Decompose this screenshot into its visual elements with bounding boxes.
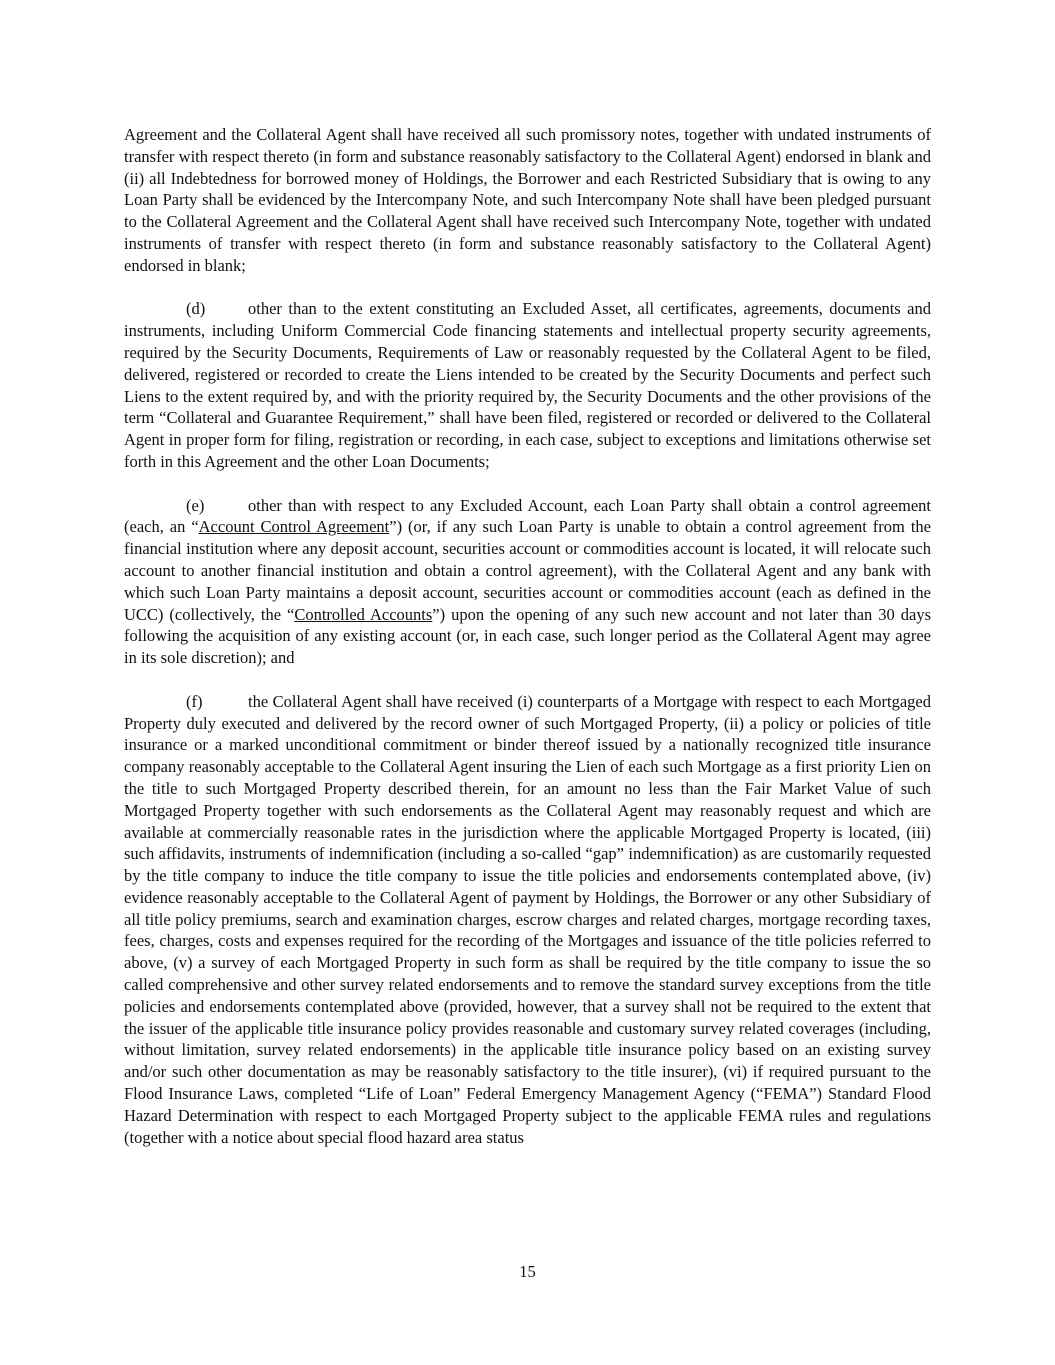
paragraph-e-marker: (e) bbox=[186, 495, 205, 515]
paragraph-e-text-2: ”) (or, if any such Loan Party is unable to obtain a control agreement from the financial institution where any deposit account, securities account or commodities account is located, it will relocate such account to another financial institution and obtain a control agreement), with the Collateral Agent and any bank with which such Loan Party maintains a deposit account, securities account or commodities account (each as defined in the UCC) (collectively, the “ bbox=[124, 517, 931, 624]
paragraph-f bbox=[124, 691, 931, 1149]
document-page bbox=[124, 124, 931, 1170]
page-number: 15 bbox=[519, 1262, 536, 1281]
defined-term-account-control-agreement: Account Control Agreement bbox=[198, 517, 390, 537]
paragraph-e-text-1: other than with respect to any Excluded Account, each Loan Party shall obtain a control agreement (each, an “ bbox=[124, 495, 931, 537]
paragraph-d-marker: (d) bbox=[186, 299, 206, 319]
paragraph-f-text: the Collateral Agent shall have received (i) counterparts of a Mortgage with respect to each Mortgaged Property duly executed and delivered by the record owner of such Mortgaged Property, (ii) a policy or policies of title insurance or a marked unconditional commitment or binder thereof issued by a nationally recognized title insurance company reasonably acceptable to the Collateral Agent insuring the Lien of each such Mortgage as a first priority Lien on the title to such Mortgaged Property described therein, for an amount no less than the Fair Market Value of such Mortgaged Property together with such endorsements as the Collateral Agent may reasonably request and which are available at commercially reasonable rates in the jurisdiction where the applicable Mortgaged Property is located, (iii) such affidavits, instruments of indemnification (including a so-called “gap” indemnification) as are customarily requested by the title company to induce the title company to issue the title policies and endorsements contemplated above, (iv) evidence reasonably acceptable to the Collateral Agent of payment by Holdings, the Borrower or any other Subsidiary of all title policy premiums, search and examination charges, escrow charges and related charges, mortgage recording taxes, fees, charges, costs and expenses required for the recording of the Mortgages and issuance of the title policies referred to above, (v) a survey of each Mortgaged Property in such form as shall be required by the title company to issue the so called comprehensive and other survey related endorsements and to remove the standard survey exceptions from the title policies and endorsements contemplated above (provided, however, that a survey shall not be required to the extent that the issuer of the applicable title insurance policy provides reasonable and customary survey related coverages (including, without limitation, survey related endorsements) in the applicable title insurance policy based on an existing survey and/or such other documentation as may be reasonably satisfactory to the title insurer), (vi) if required pursuant to the Flood Insurance Laws, completed “Life of Loan” Federal Emergency Management Agency (“FEMA”) Standard Flood Hazard Determination with respect to each Mortgaged Property subject to the applicable FEMA rules and regulations (together with a notice about special flood hazard area status bbox=[124, 691, 931, 1147]
paragraph-f-marker: (f) bbox=[186, 691, 203, 711]
paragraph-d-text: other than to the extent constituting an Excluded Asset, all certificates, agreements, documents and instruments, including Uniform Commercial Code financing statements and intellectual property security agreements, required by the Security Documents, Requirements of Law or reasonably requested by the Collateral Agent to be filed, delivered, registered or recorded to create the Liens intended to be created by the Security Documents and perfect such Liens to the extent required by, and with the priority required by, the Security Documents and the other provisions of the term “Collateral and Guarantee Requirement,” shall have been filed, registered or recorded or delivered to the Collateral Agent in proper form for filing, registration or recording, in each case, subject to exceptions and limitations otherwise set forth in this Agreement and the other Loan Documents; bbox=[124, 299, 931, 471]
paragraph-d bbox=[124, 298, 931, 472]
paragraph-e bbox=[124, 495, 931, 669]
paragraph-c-continued: Agreement and the Collateral Agent shall have received all such promissory notes, together with undated instruments of transfer with respect thereto (in form and substance reasonably satisfactory to the Collateral Agent) endorsed in blank and (ii) all Indebtedness for borrowed money of Holdings, the Borrower and each Restricted Subsidiary that is owing to any Loan Party shall be evidenced by the Intercompany Note, and such Intercompany Note shall have been pledged pursuant to the Collateral Agreement and the Collateral Agent shall have received such Intercompany Note, together with undated instruments of transfer with respect thereto (in form and substance reasonably satisfactory to the Collateral Agent) endorsed in blank; bbox=[124, 125, 931, 275]
paragraph-e-text-3: ”) upon the opening of any such new account and not later than 30 days following the acquisition of any existing account (or, in each case, such longer period as the Collateral Agent may agree in its sole discretion); and bbox=[124, 604, 931, 668]
defined-term-controlled-accounts: Controlled Accounts bbox=[294, 604, 433, 624]
